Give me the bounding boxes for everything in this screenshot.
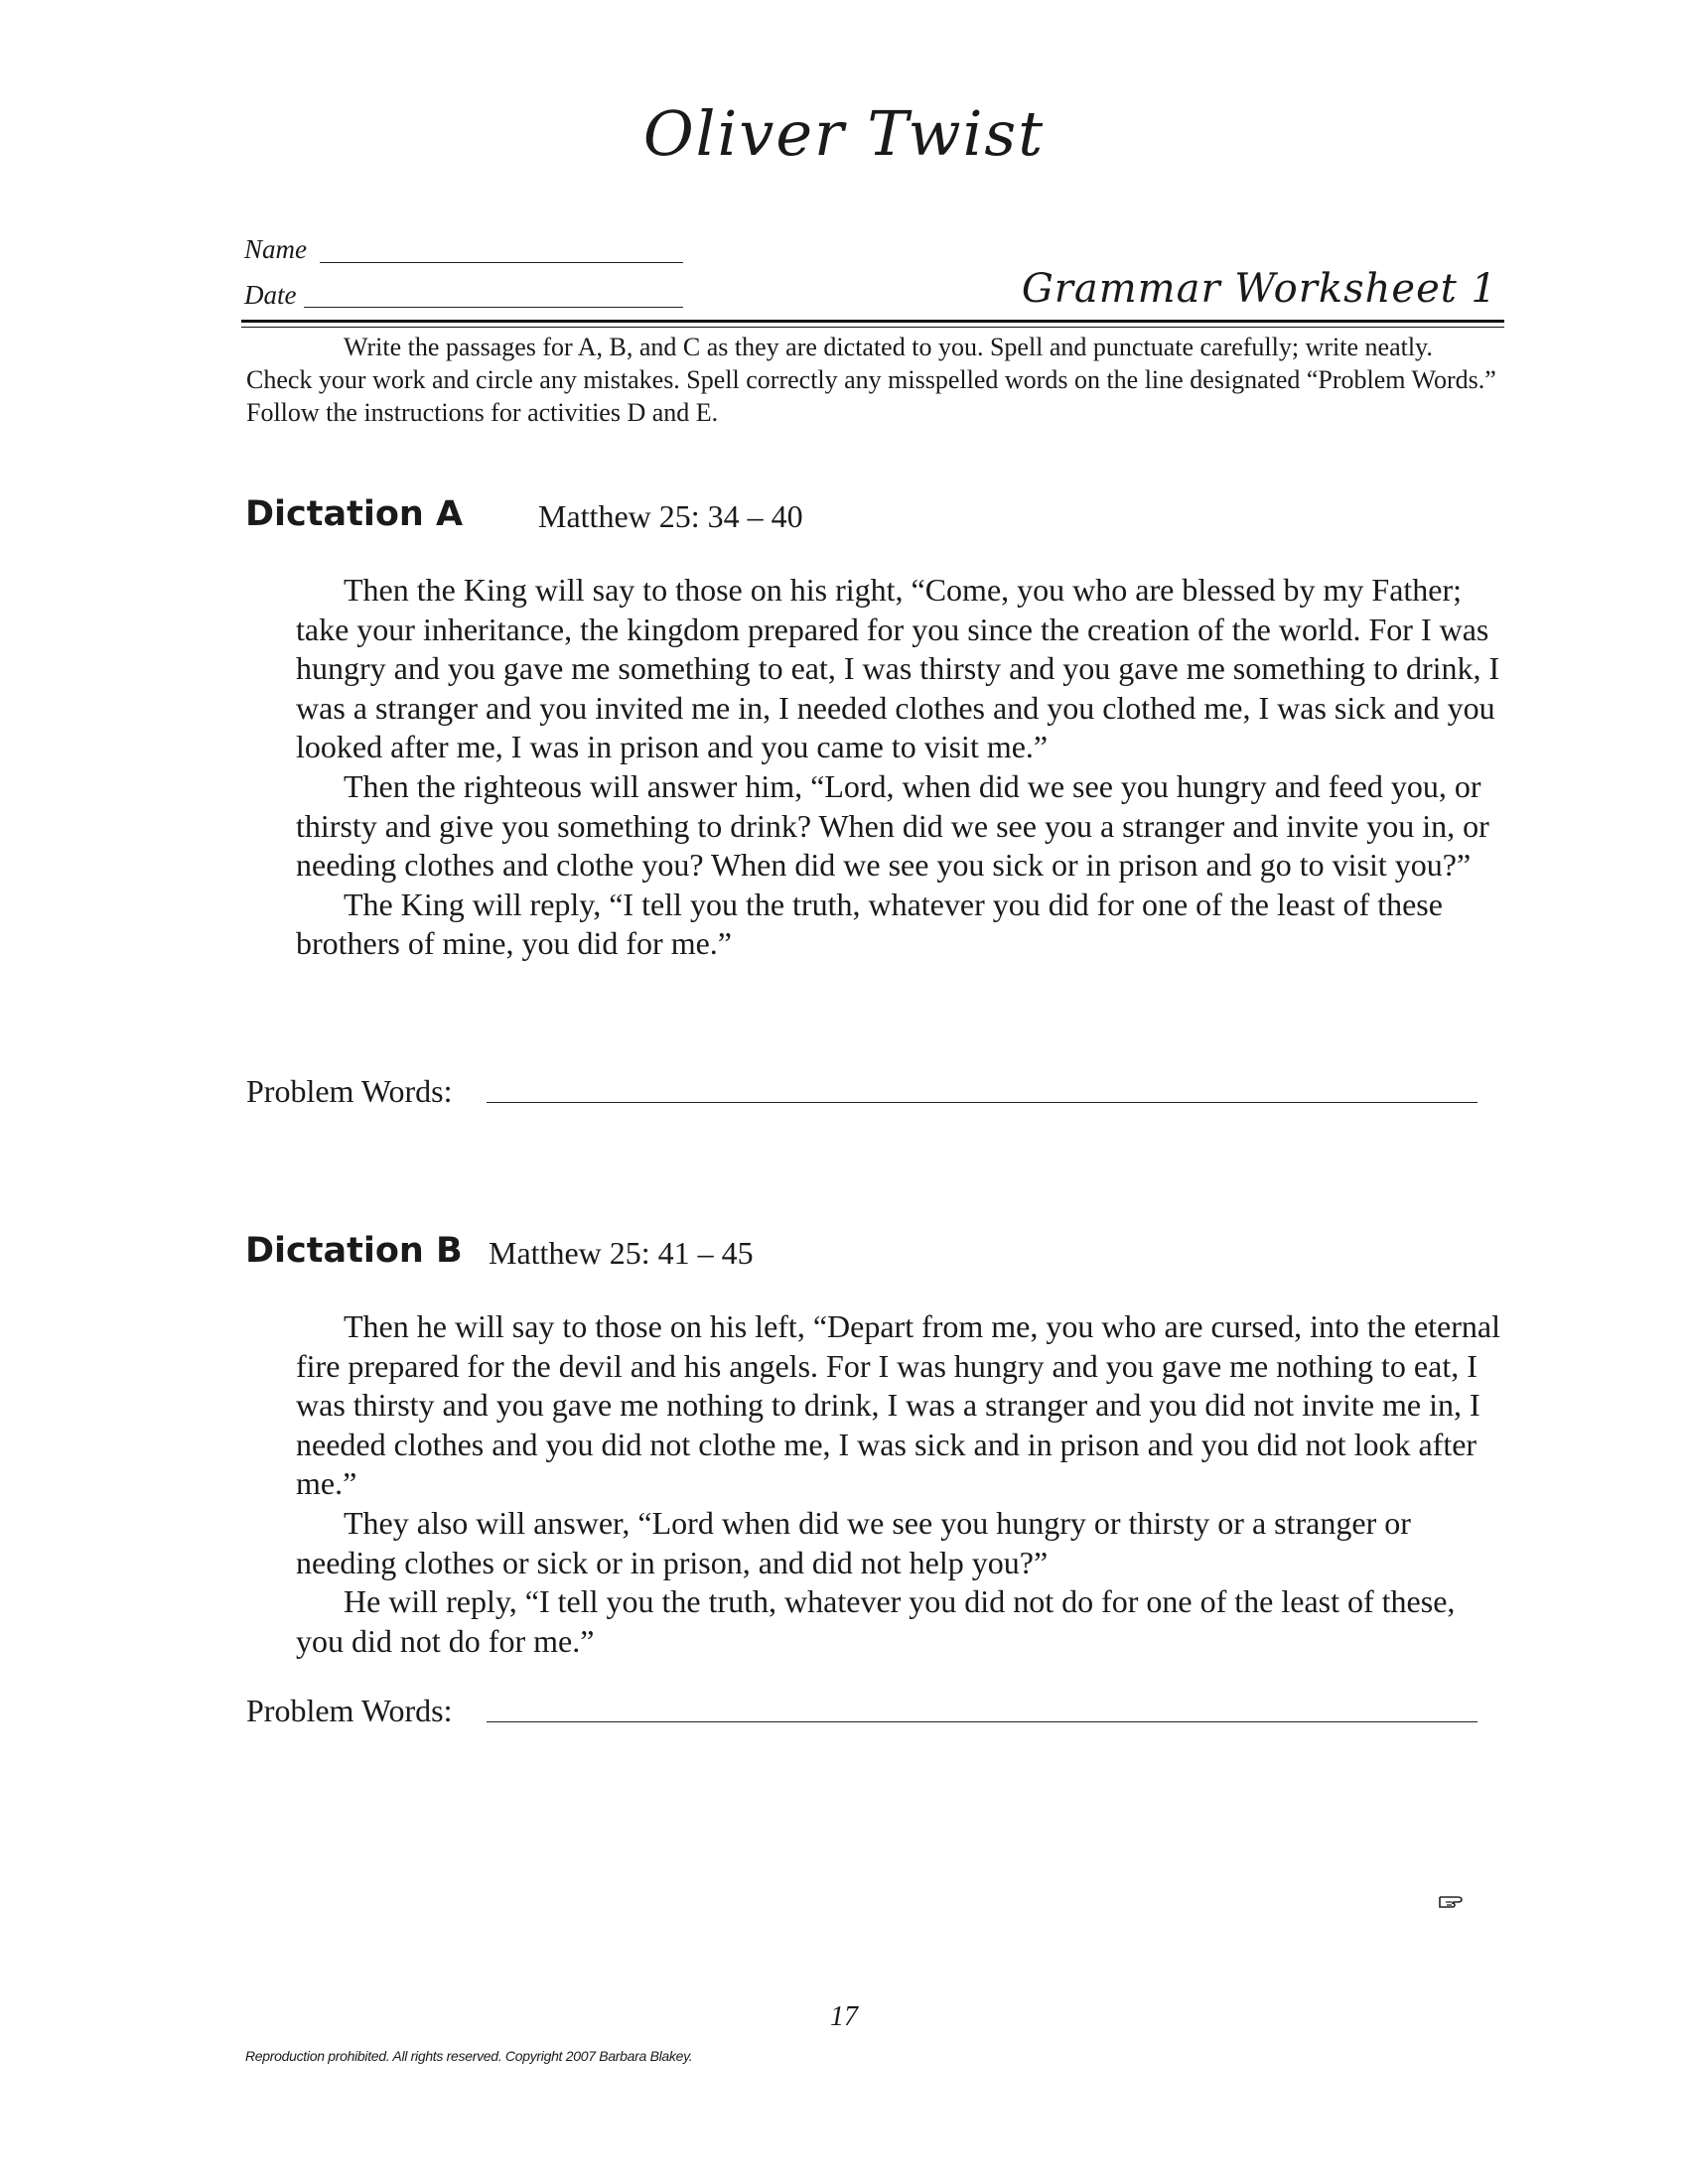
dictation-a-heading: Dictation A (245, 494, 464, 534)
copyright-notice: Reproduction prohibited. All rights reserved. Copyright 2007 Barbara Blakey. (245, 2048, 693, 2064)
dictation-a-passage (296, 571, 1507, 964)
header-divider-thin (241, 327, 1504, 328)
dictation-a-reference: Matthew 25: 34 – 40 (538, 498, 803, 534)
problem-words-a-label: Problem Words: (246, 1073, 453, 1109)
dictation-b-paragraph: They also will answer, “Lord when did we see you hungry or thirsty or a stranger or needing clothes or sick or in prison, and did not help you?” (296, 1504, 1411, 1580)
date-field[interactable] (304, 307, 683, 308)
dictation-a-paragraph: Then the King will say to those on his right, “Come, you who are blessed by my Father; take your inheritance, the kingdom prepared for you since the creation of the world. For I was hungry and you gave me something to eat, I was thirsty and you gave me something to drink, I was a stranger and you invited me in, I needed clothes and you clothed me, I was sick and you looked after me, I was in prison and you came to visit me.” (296, 572, 1500, 765)
worksheet-title: Oliver Twist (642, 97, 1046, 170)
dictation-b-paragraph: He will reply, “I tell you the truth, whatever you did not do for one of the least of these, you did not do for me.” (296, 1583, 1456, 1659)
name-label: Name (244, 234, 307, 264)
dictation-b-heading: Dictation B (245, 1231, 463, 1271)
problem-words-b-field[interactable] (487, 1721, 1477, 1722)
problem-words-b-label: Problem Words: (246, 1693, 453, 1728)
page-number: 17 (830, 2001, 858, 2032)
dictation-b-reference: Matthew 25: 41 – 45 (489, 1235, 754, 1271)
problem-words-a-field[interactable] (487, 1102, 1477, 1103)
grammar-worksheet-heading: Grammar Worksheet 1 (1021, 266, 1497, 312)
dictation-b-passage (296, 1307, 1507, 1661)
instructions-text: Write the passages for A, B, and C as they are dictated to you. Spell and punctuate carefully; write neatly. Check your work and circle any mistakes. Spell correctly any misspelled words on the line designated “Problem Words.” Follow the instructions for activities D and E. (246, 333, 1496, 427)
header-divider (241, 320, 1504, 323)
dictation-a-paragraph: The King will reply, “I tell you the truth, whatever you did for one of the least of these brothers of mine, you did for me.” (296, 886, 1443, 962)
date-label: Date (244, 280, 297, 310)
name-field[interactable] (320, 262, 683, 263)
pointing-hand-icon (1438, 1889, 1472, 1911)
dictation-a-paragraph: Then the righteous will answer him, “Lord, when did we see you hungry and feed you, or thirsty and give you something to drink? When did we see you a stranger and invite you in, or needing clothes and clothe you? When did we see you sick or in prison and go to visit you?” (296, 767, 1489, 884)
dictation-b-paragraph: Then he will say to those on his left, “Depart from me, you who are cursed, into the eternal fire prepared for the devil and his angels. For I was hungry and you gave me nothing to eat, I was thirsty and you gave me nothing to drink, I was a stranger and you did not invite me in, I needed clothes and you did not clothe me, I was sick and in prison and you did not look after me.” (296, 1308, 1500, 1502)
